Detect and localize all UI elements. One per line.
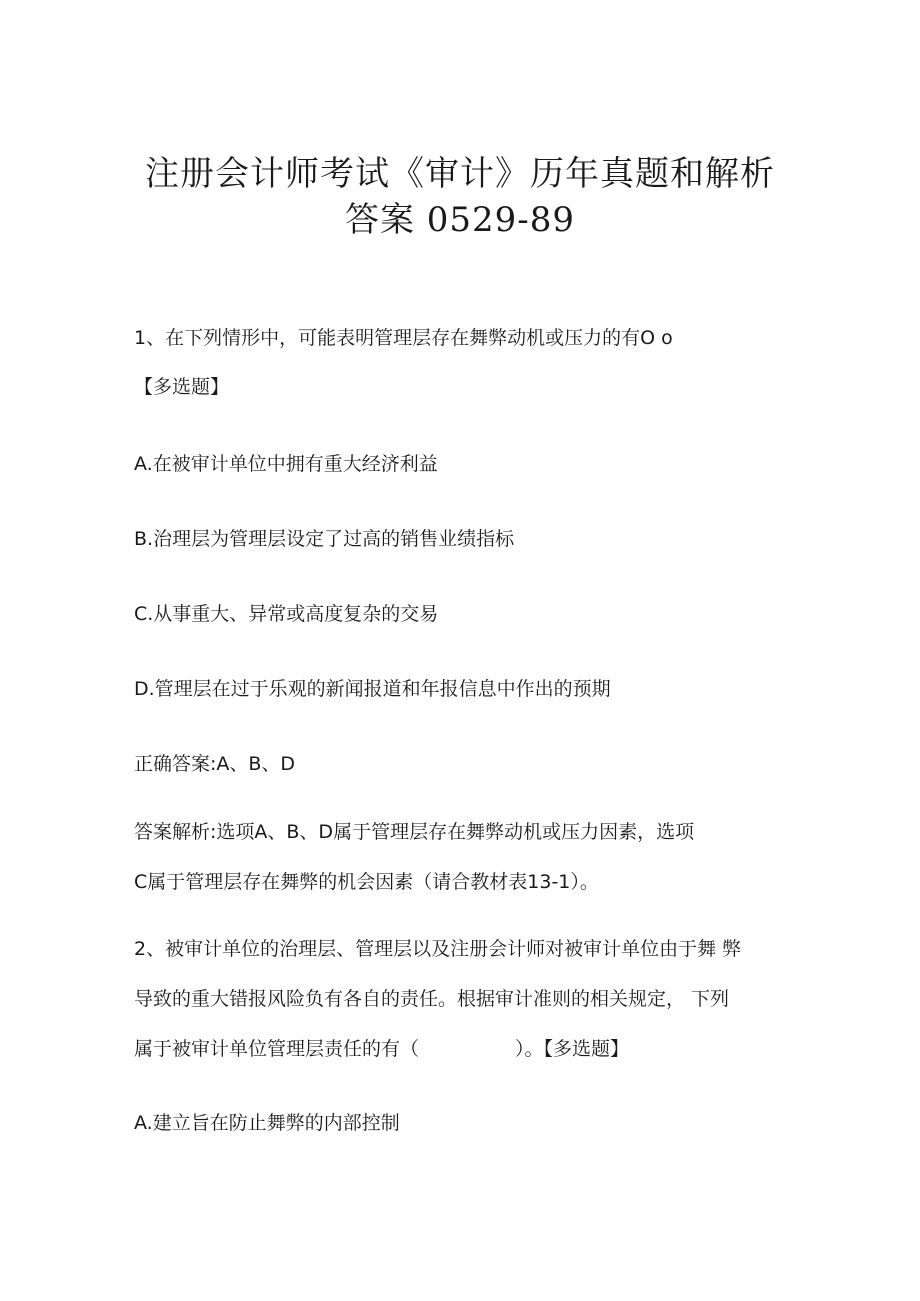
question-1-option-c: C.从事重大、异常或高度复杂的交易 [134, 603, 439, 625]
question-1-type: 【多选题】 [134, 376, 230, 398]
question-1-option-a: A.在被审计单位中拥有重大经济利益 [134, 453, 438, 475]
question-2-stem-line-1: 2、被审计单位的治理层、管理层以及注册会计师对被审计单位由于舞 弊 [134, 938, 742, 960]
question-2-stem-line-3 [134, 1038, 629, 1061]
question-2-option-a: A.建立旨在防止舞弊的内部控制 [134, 1112, 400, 1134]
question-1-analysis-line-1: 答案解析:选项A、B、D属于管理层存在舞弊动机或压力因素，选项 [134, 821, 695, 843]
question-2-stem-line-2: 导致的重大错报风险负有各自的责任。根据审计准则的相关规定， 下列 [134, 988, 730, 1010]
question-1-stem: 1、在下列情形中，可能表明管理层存在舞弊动机或压力的有O o [134, 327, 673, 349]
question-1-analysis-line-2: C属于管理层存在舞弊的机会因素（请合教材表13-1）。 [134, 871, 599, 893]
document-title-line-1: 注册会计师考试《审计》历年真题和解析 [145, 154, 775, 194]
question-1-answer: 正确答案:A、B、D [134, 753, 296, 775]
question-1-option-b: B.治理层为管理层设定了过高的销售业绩指标 [134, 528, 515, 550]
question-2-stem-line-3-start: 属于被审计单位管理层责任的有（ [134, 1038, 420, 1060]
question-1-option-d: D.管理层在过于乐观的新闻报道和年报信息中作出的预期 [134, 678, 611, 700]
question-2-stem-line-3-end: ）。【多选题】 [515, 1038, 630, 1060]
document-title-line-2: 答案 0529-89 [344, 200, 576, 240]
